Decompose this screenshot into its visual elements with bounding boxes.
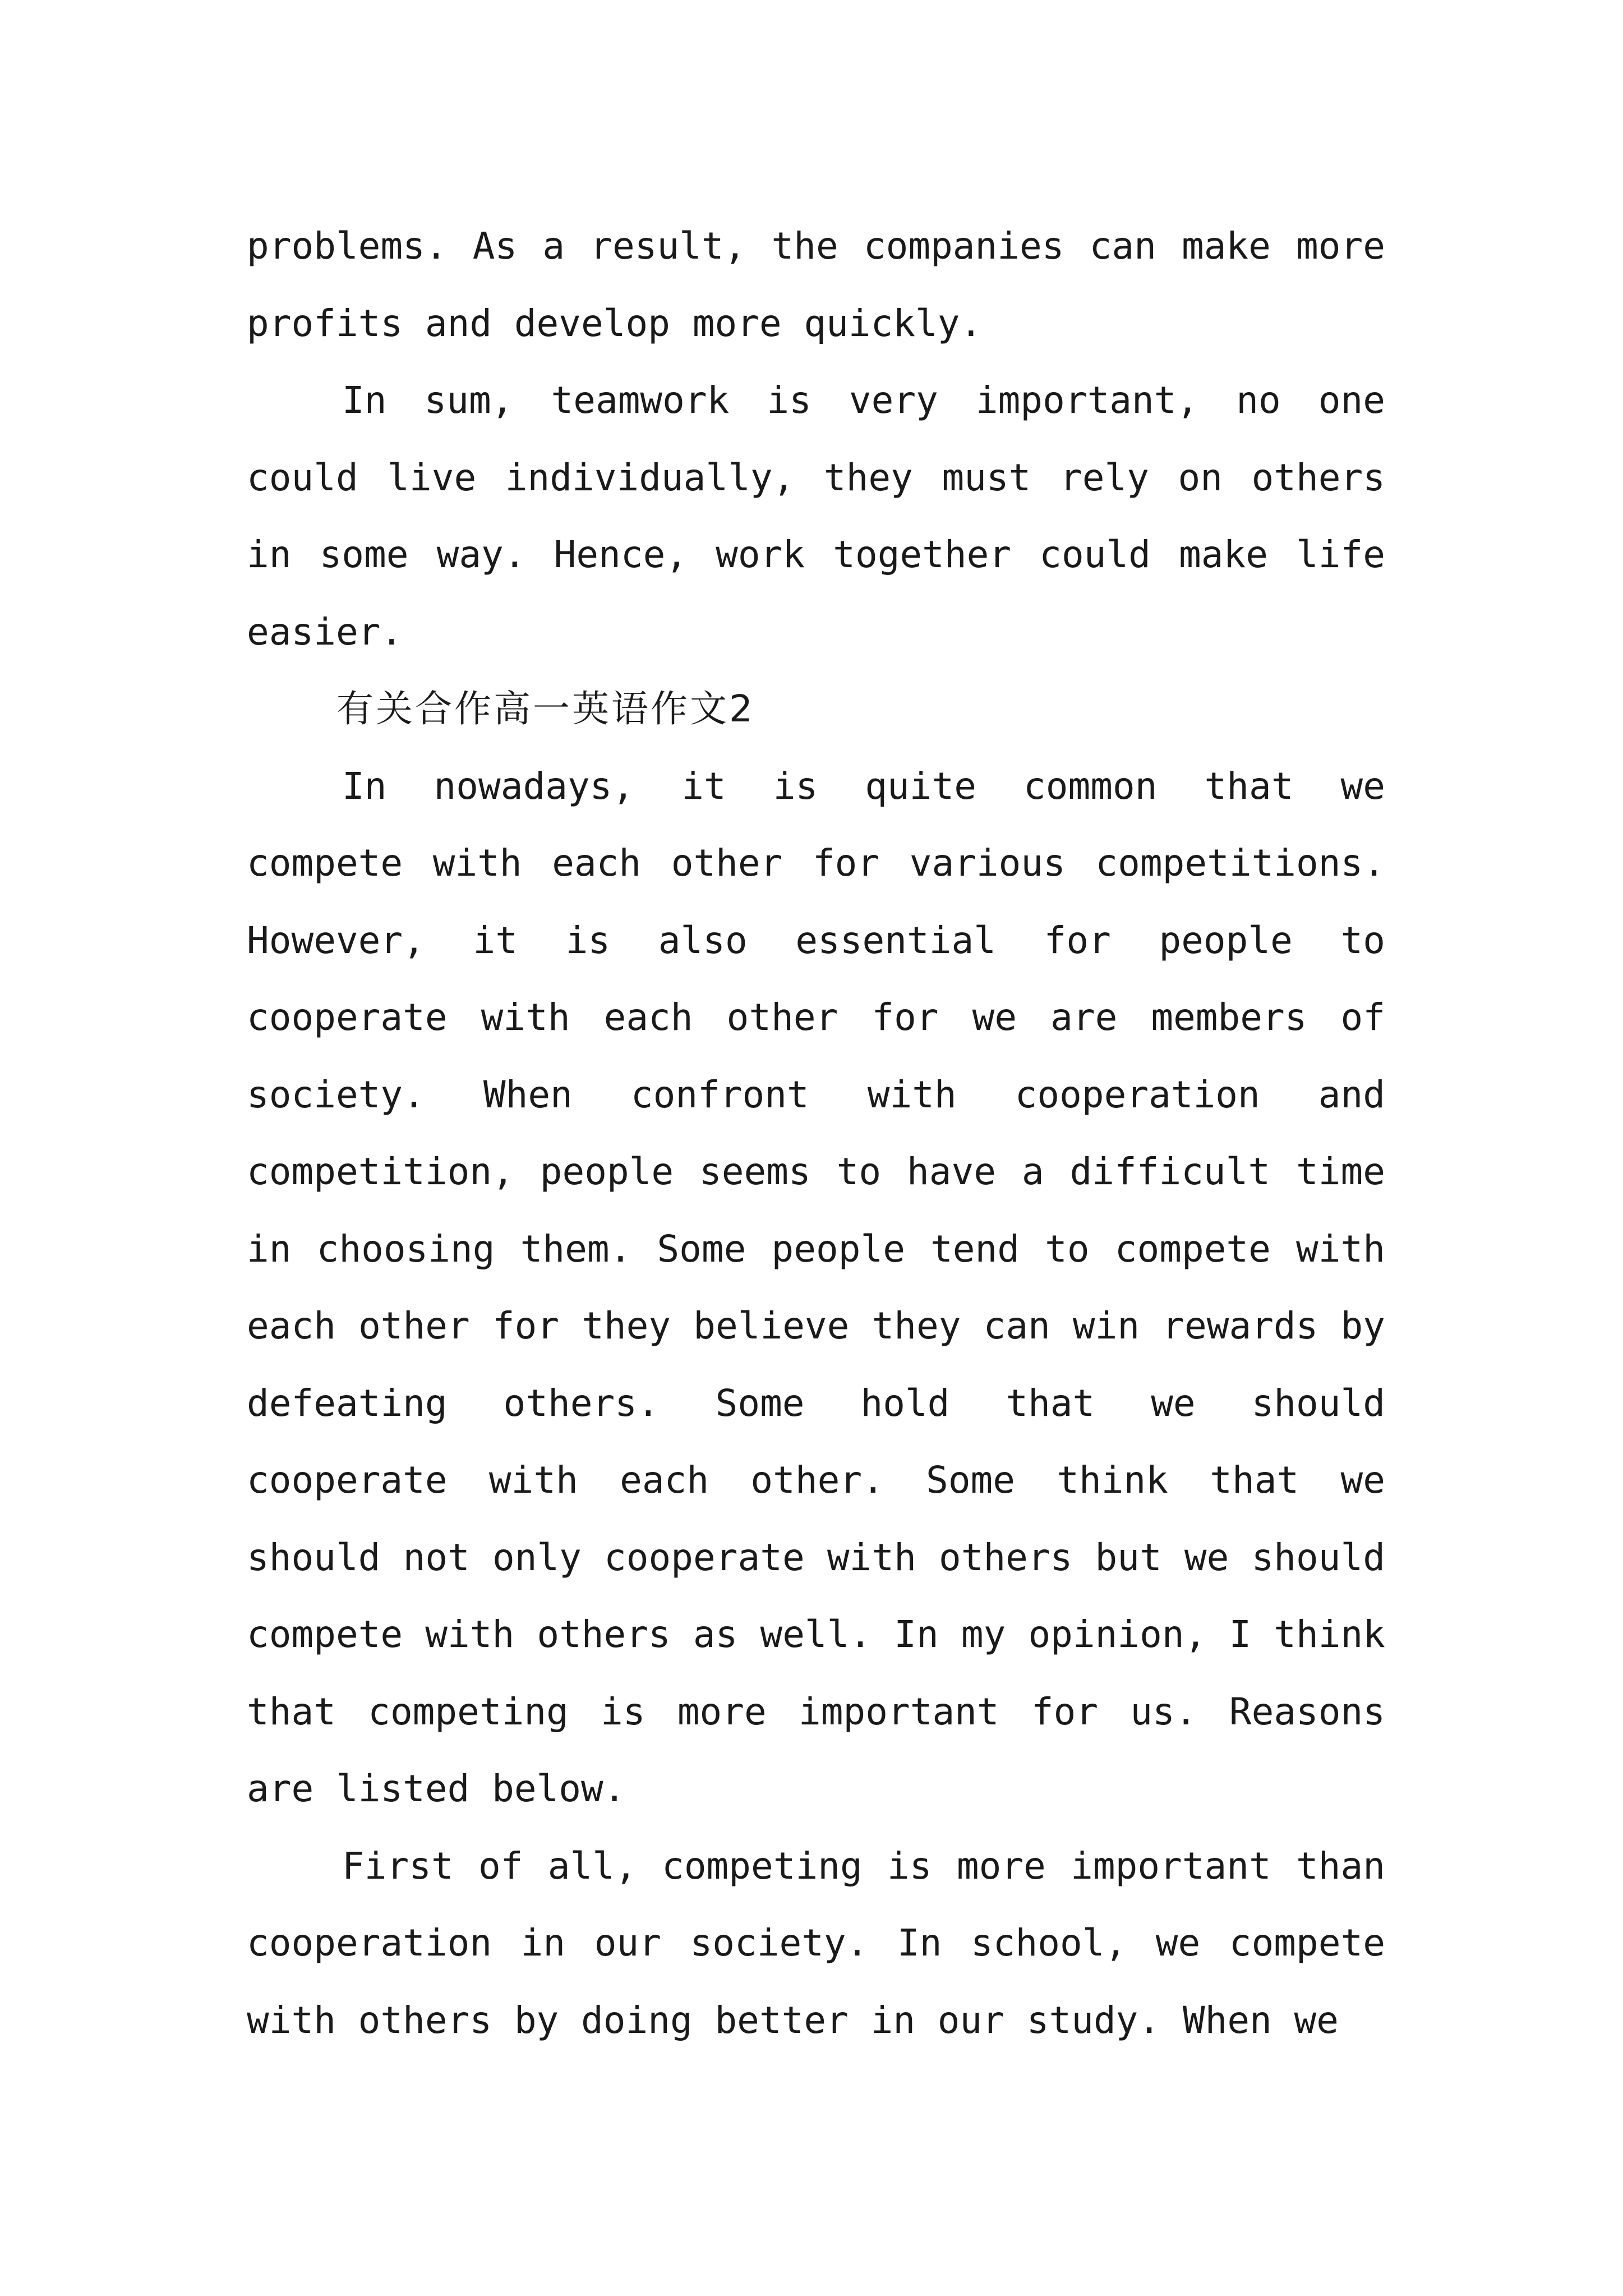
- document-body: [247, 208, 1385, 2059]
- paragraph-introduction: In nowadays, it is quite common that we compete with each other for various competitions. However, it is also essential for people to cooperate with each other for we are members of society. When confront with cooperation and competition, people seems to have a difficult time in choosing them. Some people tend to compete with each other for they believe they can win rewards by defeating others. Some hold that we should cooperate with each other. Some think that we should not only cooperate with others but we should compete with others as well. In my opinion, I think that competing is more important for us. Reasons are listed below.: [247, 764, 1385, 1810]
- essay-heading: 有关合作高一英语作文2: [336, 687, 755, 730]
- paragraph-conclusion: In sum, teamwork is very important, no one could live individually, they must rely on others in some way. Hence, work together could make life easier.: [247, 379, 1385, 654]
- paragraph-first-point: First of all, competing is more important than cooperation in our society. In school, we compete with others by doing better in our study. When we: [247, 1844, 1385, 2042]
- paragraph-continuation: problems. As a result, the companies can make more profits and develop more quickly.: [247, 224, 1385, 345]
